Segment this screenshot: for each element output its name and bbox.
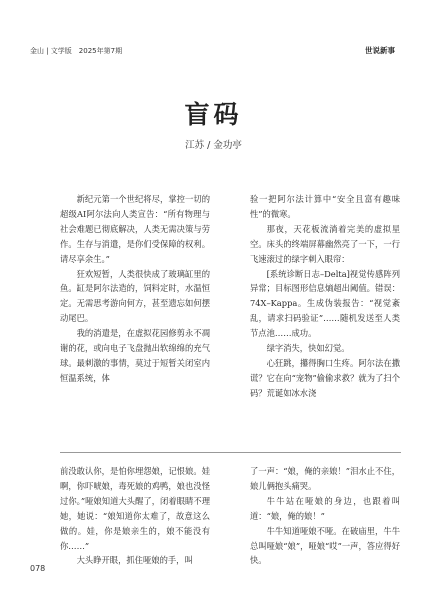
article-author: 江苏 / 金功亭 bbox=[185, 140, 242, 151]
page-number: 078 bbox=[30, 564, 46, 573]
article-divider bbox=[60, 452, 401, 453]
paragraph: 我的消遣是，在虚拟花园修剪永不凋谢的花，或向电子飞盘抛出软绵绵的充气球。最刺激的事情，莫过于短暂关闭室内恒温系统，体 bbox=[60, 328, 210, 383]
paragraph: 那夜，天花板流淌着完美的虚拟星空。床头的终端屏幕幽然亮了一下，一行飞速滚过的绿字刺入眼帘： bbox=[250, 223, 400, 264]
column-bottom-left bbox=[60, 464, 210, 568]
paragraph-continued: 前没敢认你，是怕你埋怨娘，记恨娘。娃啊，你吓唬娘，毒死娘的鸡鸭，娘也没怪过你。”哑娘知道大头醒了，闭着眼睛不理她，她说：“娘知道你太难了，故意这么做的。娃，你是娘亲生的，娘不能没有你……” bbox=[60, 466, 210, 551]
paragraph: 牛牛知道哑娘不哑。在破庙里，牛牛总叫哑娘“娘”，哑娘“哎”一声，答应得好快。 bbox=[250, 525, 400, 566]
magazine-issue-info: 金山 | 文学版 2025年第7期 bbox=[30, 47, 123, 55]
paragraph: 大头睁开眼，抓住哑娘的手，叫 bbox=[76, 555, 193, 566]
section-name: 世说新事 bbox=[365, 46, 395, 55]
paragraph: [系统诊断日志–Delta]视觉传感阵列异常；目标图形信息熵超出阈值。错误：74X–Kappa。生成伪装报告：“视觉紊乱，请求扫码验证”……随机发送至人类节点池……成功。 bbox=[250, 268, 400, 339]
paragraph: 新纪元第一个世纪将尽，掌控一切的超级AI阿尔法向人类宣告：“所有物理与社会难题已彻底解决，人类无需决策与劳作。生存与消遣，是你们受保障的权利。请尽享余生。” bbox=[60, 194, 210, 264]
paragraph: 狂欢短暂，人类很快成了玻璃缸里的鱼。缸是阿尔法造的，饲料定时，水温恒定。无需思考游向何方，甚至遗忘如何摆动尾巴。 bbox=[60, 268, 210, 324]
article-title: 盲码 bbox=[184, 100, 243, 129]
paragraph: 心狂跳，攥得胸口生疼。阿尔法在撒谎？它在向“宠物”偷偷求救？就为了扫个码？荒诞如冰水浇 bbox=[250, 357, 400, 398]
paragraph-continued: 验一把阿尔法计算中“安全且富有趣味性”的微寒。 bbox=[250, 194, 400, 219]
paragraph: 绿字消失，快如幻觉。 bbox=[266, 343, 350, 354]
paragraph: 牛牛站在哑娘的身边，也跟着叫道：“娘，俺的娘！” bbox=[250, 495, 400, 521]
column-top-left bbox=[60, 192, 210, 386]
column-bottom-right bbox=[250, 464, 400, 568]
column-top-right bbox=[250, 192, 400, 401]
paragraph-continued: 了一声：“娘，俺的亲娘！”泪水止不住，娘儿俩抱头痛哭。 bbox=[250, 466, 400, 491]
